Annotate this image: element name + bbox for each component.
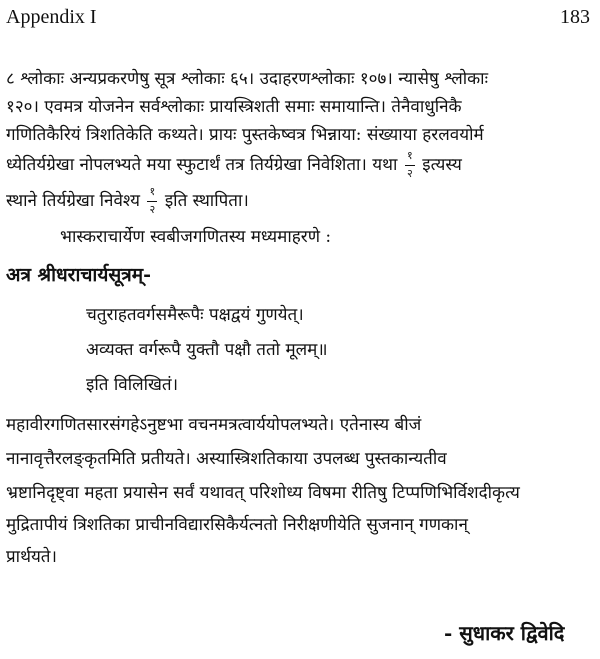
fraction-denominator: २ xyxy=(406,166,413,180)
para2-line-1: महावीरगणितसारसंगहेऽनुष्टभा वचनमत्रत्वार्ययोपलभ्यते। एतेनास्य बीजं xyxy=(6,415,422,435)
verse-line-2: अव्यक्त वर्गरूपै युक्तौ पक्षौ ततो मूलम्॥ xyxy=(86,340,328,360)
section-heading: अत्र श्रीधराचार्यसूत्रम्- xyxy=(6,264,151,286)
para1-line-2: १२०। एवमत्र योजनेन सर्वश्लोकाः प्रायस्त्रिशती समाः समायान्ति। तेनैवाधुनिकै xyxy=(6,97,462,117)
fraction-numerator: १ xyxy=(406,148,413,162)
para2-line-2: नानावृत्तैरलङ्कृतमिति प्रतीयते। अस्यास्त्रिशतिकाया उपलब्ध पुस्तकान्यतीव xyxy=(6,449,447,469)
fraction-one-half-2 xyxy=(145,184,159,216)
para2-line-3: भ्रष्टानिदृष्ट्वा महता प्रयासेन सर्वं यथावत् परिशोध्य विषमा रीतिषु टिप्पणिभिर्विशदीकृत्य xyxy=(6,483,520,503)
para2-line-5: प्रार्थयते। xyxy=(6,547,57,567)
fraction-numerator-2: १ xyxy=(149,184,156,198)
page-header xyxy=(6,6,590,32)
para1-line-4-tail: इत्यस्य xyxy=(422,155,462,175)
fraction-one-half xyxy=(403,148,417,180)
bhaskara-line: भास्कराचार्येण स्वबीजगणितस्य मध्यमाहरणे : xyxy=(60,227,332,247)
page-number: 183 xyxy=(560,6,590,28)
para2-line-4: मुद्रितापीयं त्रिशतिका प्राचीनविद्यारसिकैर्यत्नतो निरीक्षणीयेति सुजनान् गणकान् xyxy=(6,515,468,535)
verse-line-3: इति विलिखितं। xyxy=(86,375,179,395)
para1-line-5-tail: इति स्थापिता। xyxy=(164,191,249,211)
verse-line-1: चतुराहतवर्गसमैरूपैः पक्षद्वयं गुणयेत्। xyxy=(86,305,304,325)
para1-line-5-text: स्थाने तिर्यग्रेखा निवेश्य xyxy=(6,191,141,211)
fraction-denominator-2: २ xyxy=(149,202,156,216)
signature: - सुधाकर द्विवेदि xyxy=(444,621,565,645)
running-title: Appendix I xyxy=(6,6,97,28)
fraction-bar-2 xyxy=(147,201,157,202)
para1-line-3: गणितिकैरियं त्रिशतिकेति कथ्यते। प्रायः पुस्तकेष्वत्र भिन्नाया: संख्याया हरलवयोर्म xyxy=(6,125,484,145)
para1-line-1: ८ श्लोकाः अन्यप्रकरणेषु सूत्र श्लोकाः ६५। उदाहरणश्लोकाः १०७। न्यासेषु श्लोकाः xyxy=(6,69,489,89)
para1-line-5 xyxy=(6,184,249,216)
fraction-bar xyxy=(405,165,415,166)
para1-line-4-text: ध्येतिर्यग्रेखा नोपलभ्यते मया स्फुटार्थं तत्र तिर्यग्रेखा निवेशिता। यथा xyxy=(6,155,398,175)
para1-line-4 xyxy=(6,148,462,180)
